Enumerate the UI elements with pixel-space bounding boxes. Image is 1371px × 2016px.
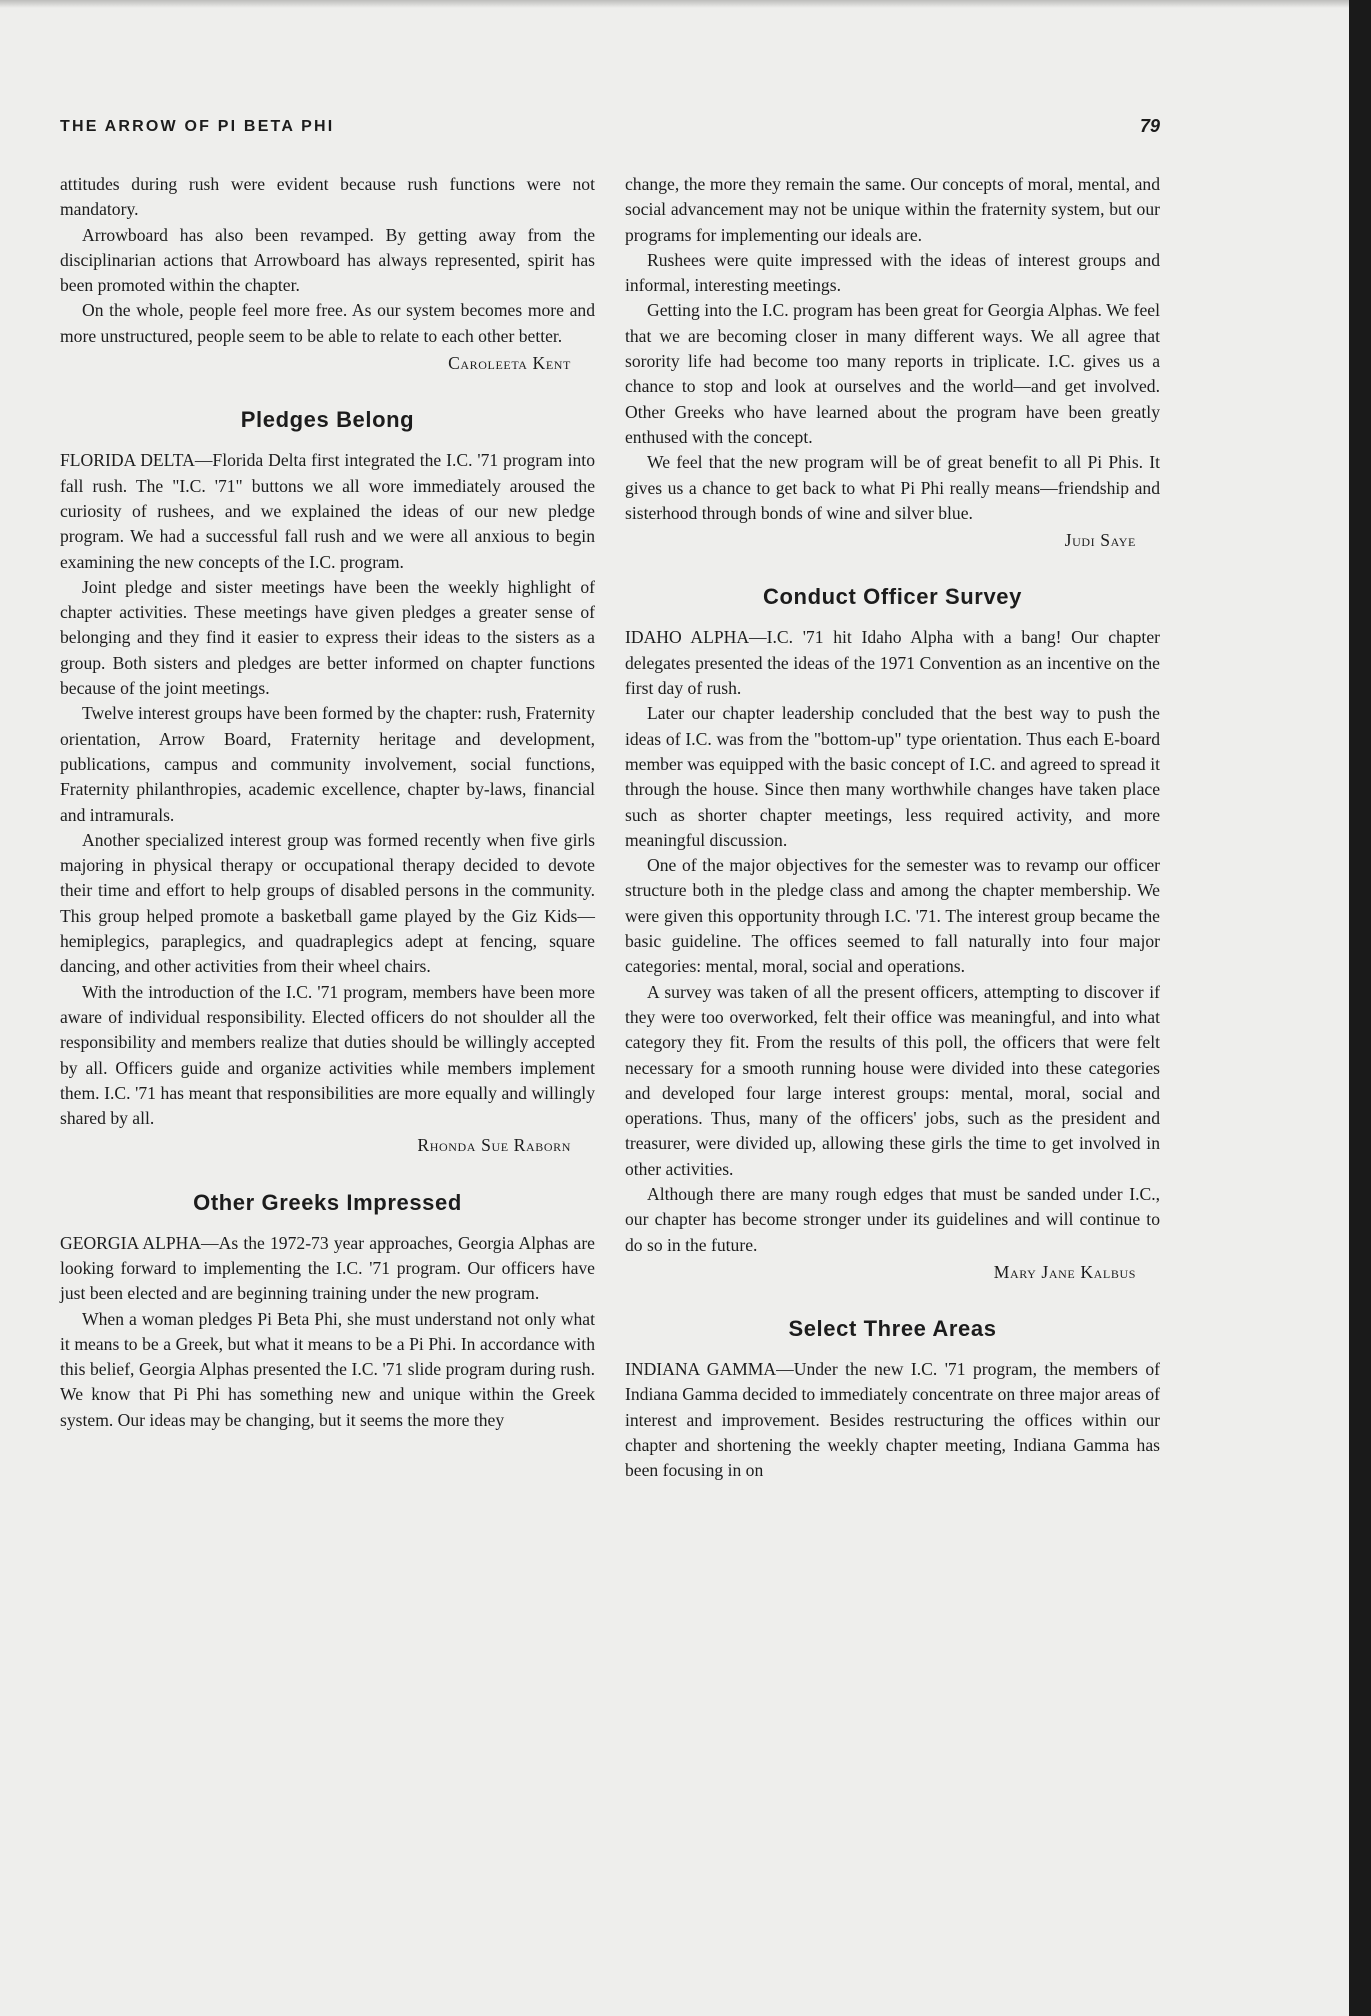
article-heading: Other Greeks Impressed: [193, 1189, 462, 1215]
running-title: THE ARROW OF PI BETA PHI: [60, 118, 335, 135]
paragraph: Rushees were quite impressed with the ideas of interest groups and informal, interesting meetings.: [625, 249, 1160, 296]
paragraph: Another specialized interest group was formed recently when five girls majoring in physical therapy or occupational therapy decided to devote their time and effort to help groups of disabled persons in the community. This group helped promote a basketball game played by the Giz Kids—hemiplegics, paraplegics, and quadraplegics adept at fencing, square dancing, and other activities from their wheel chairs.: [60, 829, 595, 977]
paragraph: Getting into the I.C. program has been great for Georgia Alphas. We feel that we are becoming closer in many different ways. We all agree that sorority life had become too many reports in triplicate. I.C. gives us a chance to stop and look at ourselves and the world—and get involved. Other Greeks who have learned about the program have been greatly enthused with the concept.: [625, 300, 1160, 447]
running-head: [60, 118, 1160, 144]
author-signature: Rhonda Sue Raborn: [417, 1135, 571, 1156]
author-signature: Mary Jane Kalbus: [993, 1261, 1136, 1282]
scan-top-edge: [0, 0, 1371, 8]
paragraph: GEORGIA ALPHA—As the 1972-73 year approaches, Georgia Alphas are looking forward to implementing the I.C. '71 program. Our officers have just been elected and are beginning training under the new program.: [60, 1232, 595, 1304]
paragraph: attitudes during rush were evident because rush functions were not mandatory.: [60, 174, 595, 220]
paragraph: When a woman pledges Pi Beta Phi, she must understand not only what it means to be a Greek, but what it means to be a Pi Phi. In accordance with this belief, Georgia Alphas presented the I.C. '71 slide program during rush. We know that Pi Phi has something new and unique within the Greek system. Our ideas may be changing, but it seems the more they: [60, 1308, 595, 1430]
page-number: 79: [1139, 116, 1160, 136]
scan-right-edge: [1349, 0, 1371, 2016]
right-column: [625, 172, 1160, 1484]
paragraph: Joint pledge and sister meetings have been the weekly highlight of chapter activities. These meetings have given pledges a greater sense of belonging and they find it easier to express their ideas to the sisters as a group. Both sisters and pledges are better informed on chapter functions because of the joint meetings.: [60, 576, 595, 699]
paragraph: A survey was taken of all the present officers, attempting to discover if they were too overworked, felt their office was meaningful, and into what category they fit. From the results of this poll, the officers that were felt necessary for a smooth running house were divided into these categories and developed four large interest groups: mental, moral, social and operations. Thus, many of the officers' jobs, such as the president and treasurer, were divided up, allowing these girls the time to get involved in other activities.: [625, 981, 1160, 1179]
paragraph: On the whole, people feel more free. As our system becomes more and more unstructured, people seem to be able to relate to each other better.: [60, 300, 595, 346]
author-signature: Judi Saye: [1064, 530, 1136, 551]
paragraph: INDIANA GAMMA—Under the new I.C. '71 program, the members of Indiana Gamma decided to immediately concentrate on three major areas of interest and improvement. Besides restructuring the offices within our chapter and shortening the weekly chapter meeting, Indiana Gamma has been focusing in on: [625, 1359, 1160, 1481]
paragraph: Twelve interest groups have been formed by the chapter: rush, Fraternity orientation, Arrow Board, Fraternity heritage and development, publications, campus and community involvement, social functions, Fraternity philanthropies, academic excellence, chapter by-laws, financial and intramurals.: [60, 703, 595, 825]
article-heading: Conduct Officer Survey: [763, 584, 1022, 610]
paragraph: We feel that the new program will be of great benefit to all Pi Phis. It gives us a chance to get back to what Pi Phi really means—friendship and sisterhood through bonds of wine and silver blue.: [625, 452, 1160, 523]
author-signature: Caroleeta Kent: [448, 353, 571, 374]
paragraph: One of the major objectives for the semester was to revamp our officer structure both in the pledge class and among the chapter membership. We were given this opportunity through I.C. '71. The interest group became the basic guideline. The offices seemed to fall naturally into four major categories: mental, moral, social and operations.: [625, 855, 1160, 977]
paragraph: With the introduction of the I.C. '71 program, members have been more aware of individual responsibility. Elected officers do not shoulder all the responsibility and members realize that duties should be willingly accepted by all. Officers guide and organize activities while members implement them. I.C. '71 has meant that responsibilities are more equally and willingly shared by all.: [60, 981, 595, 1129]
article-heading: Pledges Belong: [240, 407, 415, 433]
paragraph: IDAHO ALPHA—I.C. '71 hit Idaho Alpha with a bang! Our chapter delegates presented the ideas of the 1971 Convention as an incentive on the first day of rush.: [625, 627, 1160, 699]
paragraph: FLORIDA DELTA—Florida Delta first integrated the I.C. '71 program into fall rush. The "I.C. '71" buttons we all wore immediately aroused the curiosity of rushees, and we explained the ideas of our new pledge program. We had a successful fall rush and we were all anxious to begin examining the new concepts of the I.C. program.: [60, 450, 595, 572]
left-column: [60, 172, 595, 1433]
paragraph: Although there are many rough edges that must be sanded under I.C., our chapter has become stronger under its guidelines and will continue to do so in the future.: [625, 1183, 1160, 1255]
article-heading: Select Three Areas: [788, 1316, 997, 1342]
paragraph: Later our chapter leadership concluded that the best way to push the ideas of I.C. was from the "bottom-up" type orientation. Thus each E-board member was equipped with the basic concept of I.C. and agreed to spread it through the house. Since then many worthwhile changes have taken place such as shorter chapter meetings, less required activity, and more meaningful discussion.: [625, 703, 1160, 850]
paragraph: change, the more they remain the same. Our concepts of moral, mental, and social advancement may not be unique within the fraternity system, but our programs for implementing our ideals are.: [625, 174, 1160, 245]
paragraph: Arrowboard has also been revamped. By getting away from the disciplinarian actions that Arrowboard has always represented, spirit has been promoted within the chapter.: [60, 224, 595, 296]
